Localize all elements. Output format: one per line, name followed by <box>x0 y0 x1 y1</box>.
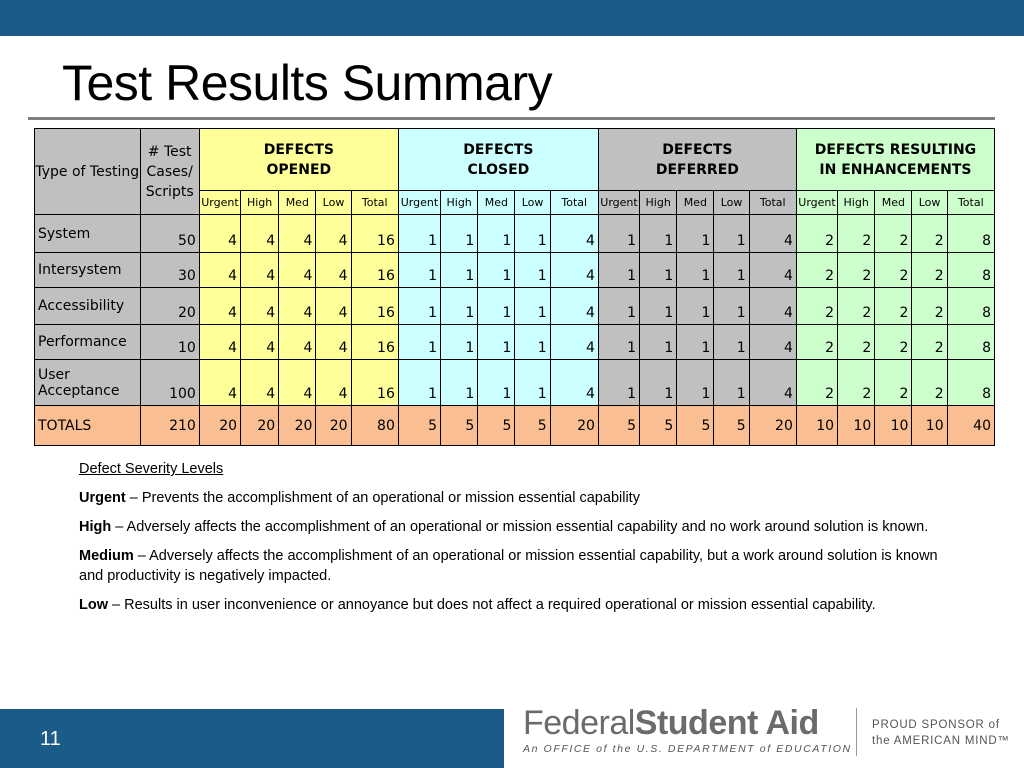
severity-subheader: Total <box>550 191 598 215</box>
defect-count-cell: 4 <box>241 360 279 406</box>
logo-divider <box>856 708 857 756</box>
defect-count-cell: 1 <box>714 360 749 406</box>
severity-subheader: High <box>838 191 875 215</box>
table-row <box>35 253 995 288</box>
defect-count-cell: 2 <box>912 253 947 288</box>
defect-count-cell: 2 <box>875 360 912 406</box>
defect-count-cell: 5 <box>441 406 478 446</box>
defect-count-cell: 5 <box>478 406 515 446</box>
testing-type-cell: TOTALS <box>35 406 141 446</box>
defect-count-cell: 5 <box>598 406 639 446</box>
defect-count-cell: 20 <box>199 406 240 446</box>
defect-count-cell: 4 <box>550 325 598 360</box>
defect-count-cell: 1 <box>515 215 550 253</box>
defect-count-cell: 2 <box>838 215 875 253</box>
defect-count-cell: 4 <box>279 288 316 325</box>
defect-count-cell: 16 <box>351 325 398 360</box>
defect-count-cell: 10 <box>796 406 837 446</box>
table-row <box>35 288 995 325</box>
defect-count-cell: 1 <box>478 215 515 253</box>
defect-count-cell: 2 <box>912 360 947 406</box>
defect-count-cell: 1 <box>677 325 714 360</box>
defect-count-cell: 1 <box>515 325 550 360</box>
defect-count-cell: 4 <box>199 215 240 253</box>
logo-student-aid: Student Aid <box>634 704 819 742</box>
testing-type-cell: User Acceptance <box>35 360 141 406</box>
defect-count-cell: 2 <box>796 360 837 406</box>
bottom-bar <box>0 709 504 768</box>
defect-count-cell: 16 <box>351 288 398 325</box>
defect-count-cell: 1 <box>714 215 749 253</box>
table-row <box>35 325 995 360</box>
defect-count-cell: 4 <box>316 360 351 406</box>
defect-count-cell: 4 <box>241 325 279 360</box>
severity-subheader: Urgent <box>398 191 440 215</box>
legend-medium: Medium – Adversely affects the accomplishment of an operational or mission essential capability, but a work around solution is known and productivity is negatively impacted. <box>79 548 938 584</box>
defect-count-cell: 8 <box>947 325 994 360</box>
testing-type-cell: Intersystem <box>35 253 141 288</box>
defect-count-cell: 2 <box>796 215 837 253</box>
defect-count-cell: 1 <box>714 253 749 288</box>
top-bar <box>0 0 1024 36</box>
defect-count-cell: 4 <box>316 325 351 360</box>
defect-count-cell: 4 <box>316 215 351 253</box>
severity-subheader: Low <box>515 191 550 215</box>
defect-count-cell: 16 <box>351 253 398 288</box>
totals-row <box>35 406 995 446</box>
defect-count-cell: 2 <box>875 253 912 288</box>
test-case-count-cell: 50 <box>140 215 199 253</box>
test-case-count-cell: 100 <box>140 360 199 406</box>
severity-subheader: Med <box>677 191 714 215</box>
defect-count-cell: 8 <box>947 288 994 325</box>
defect-count-cell: 1 <box>441 253 478 288</box>
defect-count-cell: 10 <box>838 406 875 446</box>
defect-count-cell: 1 <box>478 360 515 406</box>
defect-count-cell: 4 <box>241 253 279 288</box>
severity-subheader: High <box>241 191 279 215</box>
defect-count-cell: 16 <box>351 215 398 253</box>
defect-count-cell: 1 <box>598 215 639 253</box>
defect-count-cell: 4 <box>199 253 240 288</box>
defect-count-cell: 2 <box>796 253 837 288</box>
defects-opened-header: DEFECTS OPENED <box>199 129 398 191</box>
defect-count-cell: 20 <box>279 406 316 446</box>
legend-urgent: Urgent – Prevents the accomplishment of an operational or mission essential capability <box>79 490 640 506</box>
test-results-table <box>34 128 995 446</box>
severity-subheader: Med <box>478 191 515 215</box>
defect-count-cell: 5 <box>398 406 440 446</box>
defect-count-cell: 5 <box>515 406 550 446</box>
defect-count-cell: 1 <box>478 325 515 360</box>
defect-count-cell: 1 <box>714 325 749 360</box>
defect-count-cell: 4 <box>316 253 351 288</box>
defect-count-cell: 4 <box>279 360 316 406</box>
defect-count-cell: 1 <box>714 288 749 325</box>
defect-count-cell: 80 <box>351 406 398 446</box>
table-row <box>35 215 995 253</box>
defect-count-cell: 2 <box>912 325 947 360</box>
defect-count-cell: 4 <box>199 288 240 325</box>
defect-count-cell: 1 <box>640 288 677 325</box>
page-number: 11 <box>40 728 61 750</box>
test-case-count-cell: 10 <box>140 325 199 360</box>
test-case-count-cell: 30 <box>140 253 199 288</box>
defect-count-cell: 10 <box>912 406 947 446</box>
defect-count-cell: 1 <box>441 215 478 253</box>
logo-subtitle: An OFFICE of the U.S. DEPARTMENT of EDUCATION <box>523 743 852 755</box>
testing-type-cell: Performance <box>35 325 141 360</box>
defect-count-cell: 2 <box>796 288 837 325</box>
defect-count-cell: 4 <box>199 325 240 360</box>
defect-count-cell: 1 <box>478 253 515 288</box>
defect-count-cell: 1 <box>515 360 550 406</box>
defect-count-cell: 5 <box>677 406 714 446</box>
testing-type-cell: Accessibility <box>35 288 141 325</box>
defect-count-cell: 2 <box>875 288 912 325</box>
defect-count-cell: 20 <box>749 406 796 446</box>
logo-federal: Federal <box>523 704 635 742</box>
defect-count-cell: 4 <box>749 360 796 406</box>
test-case-count-cell: 210 <box>140 406 199 446</box>
defect-count-cell: 4 <box>199 360 240 406</box>
defect-count-cell: 1 <box>441 325 478 360</box>
defect-count-cell: 1 <box>677 253 714 288</box>
defect-count-cell: 4 <box>749 325 796 360</box>
testing-type-cell: System <box>35 215 141 253</box>
defect-count-cell: 1 <box>515 253 550 288</box>
defect-count-cell: 2 <box>838 360 875 406</box>
defect-count-cell: 4 <box>550 253 598 288</box>
defects-enhancements-header: DEFECTS RESULTING IN ENHANCEMENTS <box>796 129 994 191</box>
defect-count-cell: 4 <box>279 325 316 360</box>
severity-subheader: Med <box>875 191 912 215</box>
defect-count-cell: 1 <box>598 360 639 406</box>
defect-count-cell: 20 <box>550 406 598 446</box>
test-cases-header: # Test Cases/ Scripts <box>140 129 199 215</box>
defect-count-cell: 1 <box>677 360 714 406</box>
defect-count-cell: 20 <box>241 406 279 446</box>
defect-count-cell: 1 <box>598 288 639 325</box>
defect-count-cell: 2 <box>838 288 875 325</box>
defects-closed-header: DEFECTS CLOSED <box>398 129 598 191</box>
defect-count-cell: 4 <box>550 288 598 325</box>
defect-count-cell: 4 <box>241 215 279 253</box>
severity-subheader: Urgent <box>598 191 639 215</box>
defect-count-cell: 20 <box>316 406 351 446</box>
defect-count-cell: 4 <box>550 215 598 253</box>
defect-count-cell: 4 <box>279 253 316 288</box>
legend-low: Low – Results in user inconvenience or annoyance but does not affect a required operational or mission essential capability. <box>79 597 876 613</box>
defect-count-cell: 4 <box>279 215 316 253</box>
defect-count-cell: 1 <box>398 215 440 253</box>
defect-count-cell: 2 <box>796 325 837 360</box>
defect-count-cell: 1 <box>640 253 677 288</box>
defect-count-cell: 1 <box>677 215 714 253</box>
defect-count-cell: 2 <box>875 215 912 253</box>
defect-count-cell: 1 <box>640 360 677 406</box>
defect-count-cell: 2 <box>838 325 875 360</box>
defect-count-cell: 2 <box>875 325 912 360</box>
severity-subheader: Total <box>351 191 398 215</box>
defect-count-cell: 1 <box>398 253 440 288</box>
defect-count-cell: 4 <box>749 215 796 253</box>
defect-count-cell: 1 <box>677 288 714 325</box>
severity-subheader: Med <box>279 191 316 215</box>
defect-count-cell: 1 <box>441 288 478 325</box>
federal-student-aid-logo <box>523 704 852 755</box>
severity-legend <box>79 459 959 624</box>
legend-high: High – Adversely affects the accomplishment of an operational or mission essential capability and no work around solution is known. <box>79 519 929 535</box>
defect-count-cell: 4 <box>749 288 796 325</box>
severity-subheader: Urgent <box>796 191 837 215</box>
defect-count-cell: 4 <box>241 288 279 325</box>
defect-count-cell: 1 <box>398 325 440 360</box>
type-of-testing-header: Type of Testing <box>35 129 141 215</box>
legend-title: Defect Severity Levels <box>79 461 224 477</box>
defect-count-cell: 1 <box>515 288 550 325</box>
severity-subheader: High <box>441 191 478 215</box>
defect-count-cell: 1 <box>640 325 677 360</box>
title-divider <box>28 117 995 120</box>
defect-count-cell: 5 <box>640 406 677 446</box>
defect-count-cell: 1 <box>598 253 639 288</box>
severity-subheader: Total <box>749 191 796 215</box>
defect-count-cell: 2 <box>838 253 875 288</box>
defect-count-cell: 8 <box>947 253 994 288</box>
severity-subheader: High <box>640 191 677 215</box>
defect-count-cell: 5 <box>714 406 749 446</box>
defect-count-cell: 8 <box>947 215 994 253</box>
defect-count-cell: 40 <box>947 406 994 446</box>
defect-count-cell: 1 <box>640 215 677 253</box>
defect-count-cell: 2 <box>912 215 947 253</box>
sponsor-text: PROUD SPONSOR of the AMERICAN MIND™ <box>872 719 1010 747</box>
severity-subheader: Low <box>316 191 351 215</box>
defect-count-cell: 4 <box>749 253 796 288</box>
severity-subheader: Total <box>947 191 994 215</box>
severity-subheader: Low <box>714 191 749 215</box>
defect-count-cell: 1 <box>398 360 440 406</box>
defect-count-cell: 10 <box>875 406 912 446</box>
defect-count-cell: 8 <box>947 360 994 406</box>
defect-count-cell: 2 <box>912 288 947 325</box>
defects-deferred-header: DEFECTS DEFERRED <box>598 129 796 191</box>
page-title: Test Results Summary <box>62 55 553 111</box>
severity-subheader: Urgent <box>199 191 240 215</box>
defect-count-cell: 4 <box>316 288 351 325</box>
defect-count-cell: 1 <box>598 325 639 360</box>
test-case-count-cell: 20 <box>140 288 199 325</box>
group-header-row <box>35 129 995 191</box>
defect-count-cell: 16 <box>351 360 398 406</box>
table-row <box>35 360 995 406</box>
defect-count-cell: 4 <box>550 360 598 406</box>
severity-subheader: Low <box>912 191 947 215</box>
defect-count-cell: 1 <box>478 288 515 325</box>
defect-count-cell: 1 <box>441 360 478 406</box>
defect-count-cell: 1 <box>398 288 440 325</box>
